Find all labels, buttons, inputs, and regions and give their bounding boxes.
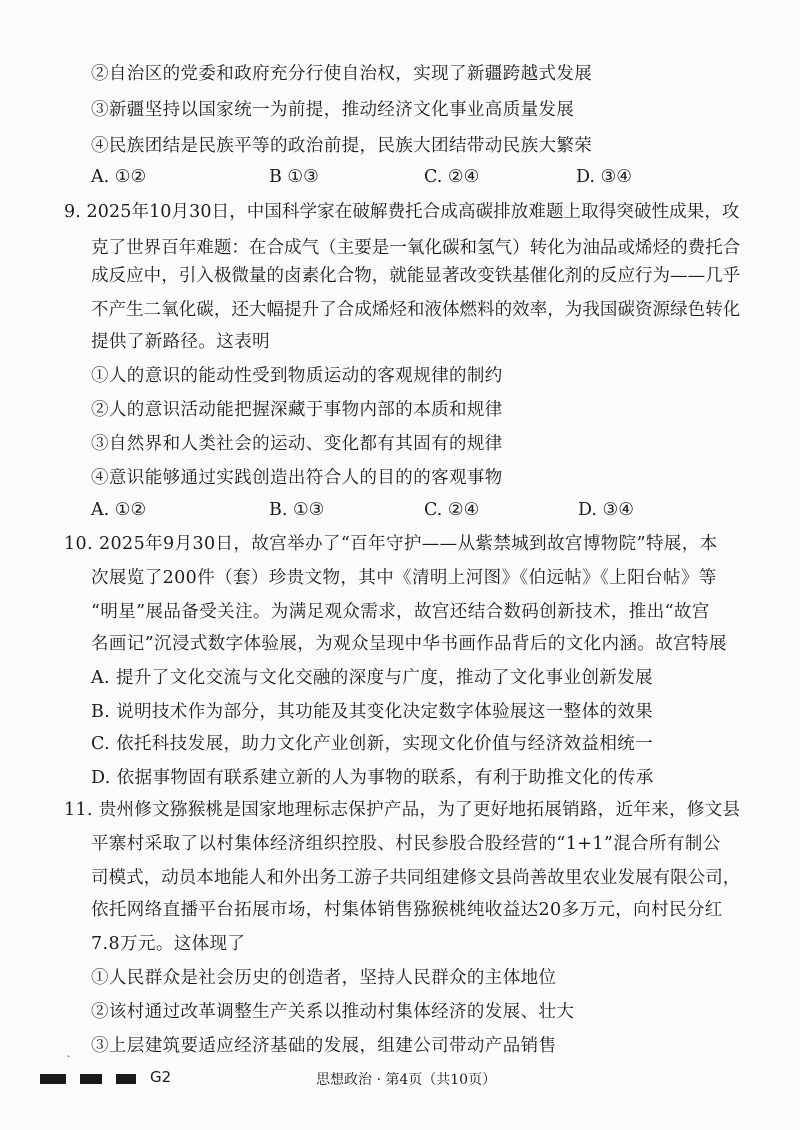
q11-statement-2: ②该村通过改革调整生产关系以推动村集体经济的发展、壮大 xyxy=(91,1002,575,1022)
page-footer xyxy=(0,1068,800,1098)
paper-code: G2 xyxy=(150,1068,172,1086)
q10-stem-line-1: 10. 2025年9月30日，故宫举办了“百年守护——从紫禁城到故宫博物院”特展，本 xyxy=(64,534,718,554)
q11-stem-line-1: 11. 贵州修文猕猴桃是国家地理标志保护产品，为了更好地拓展销路，近年来，修文县 xyxy=(64,800,741,820)
q9-stem-line-1: 9. 2025年10月30日，中国科学家在破解费托合成高碳排放难题上取得突破性成果，攻 xyxy=(64,202,740,222)
registration-mark xyxy=(80,1074,102,1084)
q9-option-c: C. ②④ xyxy=(424,500,480,520)
q9-stem-line-4: 不产生二氧化碳，还大幅提升了合成烯烃和液体燃料的效率，为我国碳资源绿色转化 xyxy=(91,300,741,320)
registration-mark xyxy=(40,1074,66,1084)
registration-mark xyxy=(116,1074,136,1084)
q10-stem-line-3: “明星”展品备受关注。为满足观众需求，故宫还结合数码创新技术，推出“故宫 xyxy=(91,602,710,622)
q10-option-a: A. 提升了文化交流与文化交融的深度与广度，推动了文化事业创新发展 xyxy=(91,668,653,688)
q9-option-a: A. ①② xyxy=(91,500,147,520)
q9-stem-line-2: 克了世界百年难题：在合成气（主要是一氧化碳和氢气）转化为油品或烯烃的费托合 xyxy=(91,238,741,258)
q8-option-a: A. ①② xyxy=(91,167,147,187)
q11-stem-line-5: 7.8万元。这体现了 xyxy=(91,934,246,954)
q9-statement-2: ②人的意识活动能把握深藏于事物内部的本质和规律 xyxy=(91,400,503,420)
q10-option-c: C. 依托科技发展，助力文化产业创新，实现文化价值与经济效益相统一 xyxy=(91,734,654,754)
q11-statement-3: ③上层建筑要适应经济基础的发展，组建公司带动产品销售 xyxy=(91,1036,557,1056)
q9-stem-line-3: 成反应中，引入极微量的卤素化合物，就能显著改变铁基催化剂的反应行为——几乎 xyxy=(91,266,741,286)
q11-stem-line-2: 平寨村采取了以村集体经济组织控股、村民参股合股经营的“1+1”混合所有制公 xyxy=(91,834,721,854)
q8-statement-4: ④民族团结是民族平等的政治前提，民族大团结带动民族大繁荣 xyxy=(91,136,593,156)
q8-option-d: D. ③④ xyxy=(576,167,632,187)
q9-statement-1: ①人的意识的能动性受到物质运动的客观规律的制约 xyxy=(91,366,503,386)
q8-statement-3: ③新疆坚持以国家统一为前提，推动经济文化事业高质量发展 xyxy=(91,100,575,120)
q8-option-b: B ①③ xyxy=(269,167,319,187)
q11-statement-1: ①人民群众是社会历史的创造者，坚持人民群众的主体地位 xyxy=(91,968,557,988)
page-number: 思想政治 · 第4页（共10页） xyxy=(316,1072,497,1088)
scan-speck: ˛ xyxy=(66,1047,71,1058)
q10-stem-line-2: 次展览了200件（套）珍贵文物，其中《清明上河图》《伯远帖》《上阳台帖》等 xyxy=(91,568,717,588)
q10-option-d: D. 依据事物固有联系建立新的人为事物的联系，有利于助推文化的传承 xyxy=(91,768,654,788)
q11-stem-line-3: 司模式，动员本地能人和外出务工游子共同组建修文县尚善故里农业发展有限公司， xyxy=(91,868,741,888)
q9-statement-4: ④意识能够通过实践创造出符合人的目的的客观事物 xyxy=(91,468,503,488)
q8-statement-2: ②自治区的党委和政府充分行使自治权，实现了新疆跨越式发展 xyxy=(91,64,593,84)
q9-statement-3: ③自然界和人类社会的运动、变化都有其固有的规律 xyxy=(91,434,503,454)
q11-stem-line-4: 依托网络直播平台拓展市场，村集体销售猕猴桃纯收益达20多万元，向村民分红 xyxy=(91,900,723,920)
q8-option-c: C. ②④ xyxy=(424,167,480,187)
q10-stem-line-4: 名画记”沉浸式数字体验展，为观众呈现中华书画作品背后的文化内涵。故宫特展 xyxy=(91,634,727,654)
q9-option-b: B. ①③ xyxy=(269,500,325,520)
q9-stem-line-5: 提供了新路径。这表明 xyxy=(91,332,270,352)
q10-option-b: B. 说明技术作为部分，其功能及其变化决定数字体验展这一整体的效果 xyxy=(91,702,654,722)
q9-option-d: D. ③④ xyxy=(578,500,634,520)
